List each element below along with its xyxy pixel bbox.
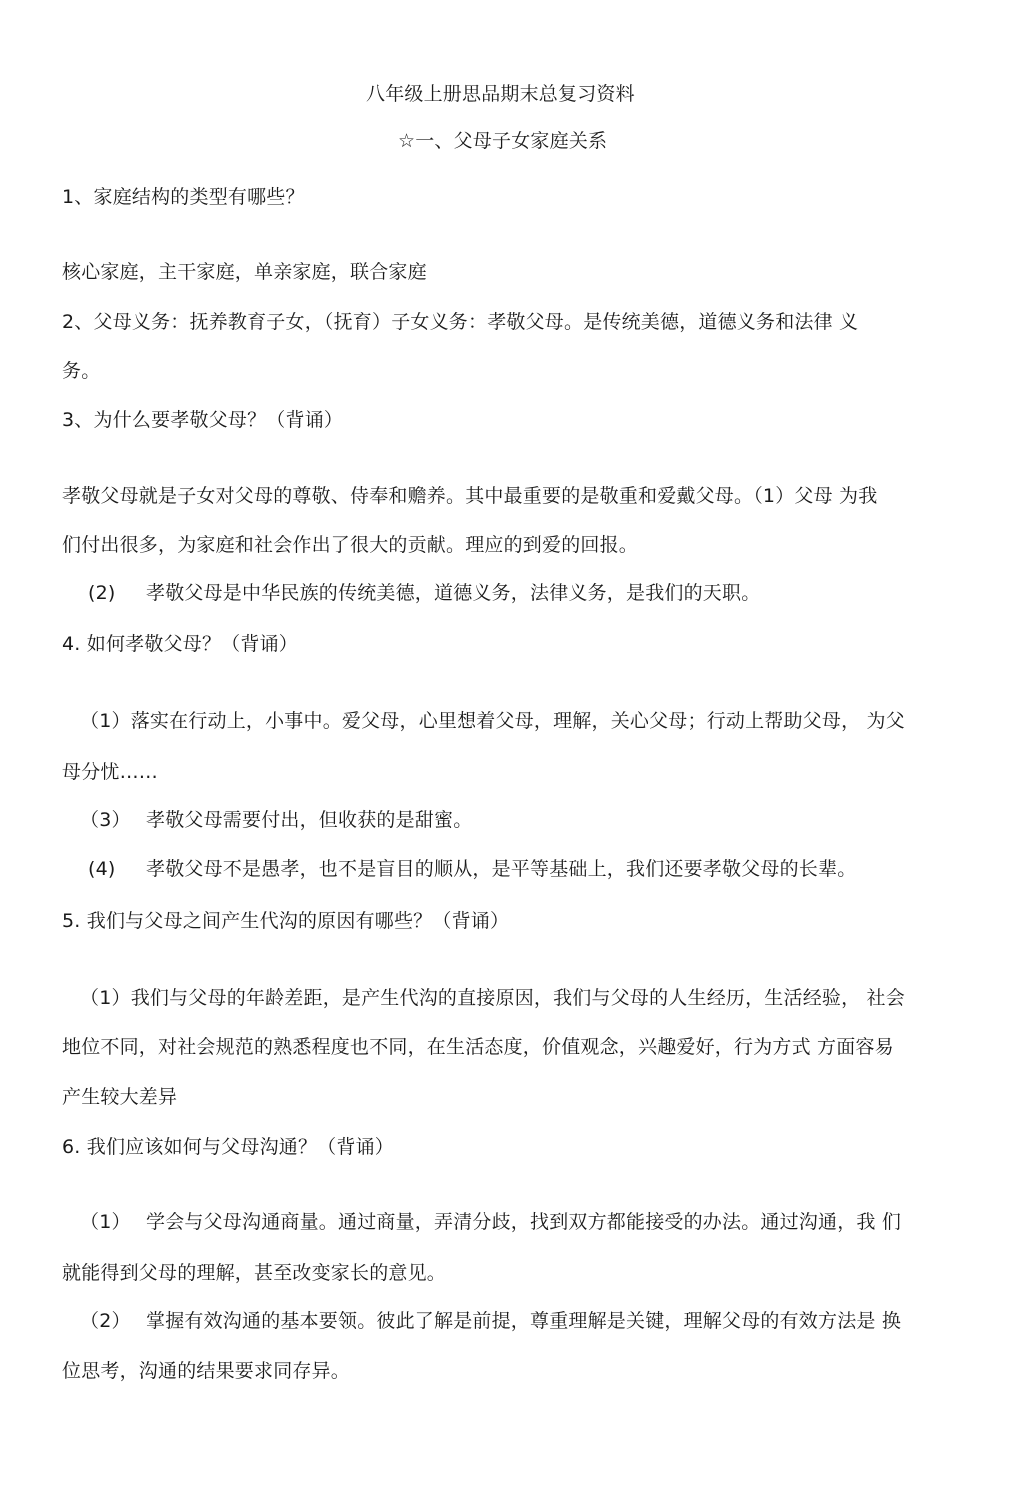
answer-3-point-2-number: (2) [88,582,116,604]
answer-5-line-1: （1）我们与父母的年龄差距，是产生代沟的直接原因，我们与父母的人生经历，生活经验， 社会 [80,987,905,1009]
question-2-line-1: 2、父母义务：抚养教育子女，（抚育）子女义务：孝敬父母。是传统美德，道德义务和法律 义 [62,311,859,333]
answer-6-point-1-text: 学会与父母沟通商量。通过商量，弄清分歧，找到双方都能接受的办法。通过沟通，我 们 [146,1211,902,1233]
document-title: 八年级上册思品期末总复习资料 [366,83,635,105]
answer-1: 核心家庭，主干家庭，单亲家庭，联合家庭 [62,261,427,283]
answer-3-line-1: 孝敬父母就是子女对父母的尊敬、侍奉和赡养。其中最重要的是敬重和爱戴父母。（1）父母 为我 [62,485,878,507]
section-heading: ☆一、父母子女家庭关系 [398,130,608,152]
answer-6-point-2-line-2: 位思考，沟通的结果要求同存异。 [62,1360,351,1382]
answer-4-line-1: （1）落实在行动上，小事中。爱父母，心里想着父母，理解，关心父母；行动上帮助父母， 为父 [80,710,905,732]
question-6: 6. 我们应该如何与父母沟通？（背诵） [62,1136,394,1158]
answer-4-point-3-number: （3） [80,809,131,831]
answer-6-point-1-number: （1） [80,1211,131,1233]
answer-5-line-3: 产生较大差异 [62,1086,178,1108]
answer-6-point-1-line-2: 就能得到父母的理解，甚至改变家长的意见。 [62,1262,447,1284]
answer-3-point-2-text: 孝敬父母是中华民族的传统美德，道德义务，法律义务，是我们的天职。 [146,582,761,604]
question-4: 4. 如何孝敬父母？（背诵） [62,633,298,655]
answer-6-point-2-text: 掌握有效沟通的基本要领。彼此了解是前提，尊重理解是关键，理解父母的有效方法是 换 [146,1310,902,1332]
answer-3-line-2: 们付出很多，为家庭和社会作出了很大的贡献。理应的到爱的回报。 [62,534,639,556]
answer-4-line-2: 母分忧…… [62,761,159,783]
answer-4-point-4-number: (4) [88,858,116,880]
answer-4-point-3-text: 孝敬父母需要付出，但收获的是甜蜜。 [146,809,473,831]
question-2-line-2: 务。 [62,360,101,382]
answer-5-line-2: 地位不同，对社会规范的熟悉程度也不同，在生活态度，价值观念，兴趣爱好，行为方式 方面容易 [62,1036,894,1058]
answer-4-point-4-text: 孝敬父母不是愚孝，也不是盲目的顺从，是平等基础上，我们还要孝敬父母的长辈。 [146,858,857,880]
question-1: 1、家庭结构的类型有哪些？ [62,186,305,208]
question-5: 5. 我们与父母之间产生代沟的原因有哪些？（背诵） [62,910,510,932]
question-3: 3、为什么要孝敬父母？（背诵） [62,409,344,431]
answer-6-point-2-number: （2） [80,1310,131,1332]
